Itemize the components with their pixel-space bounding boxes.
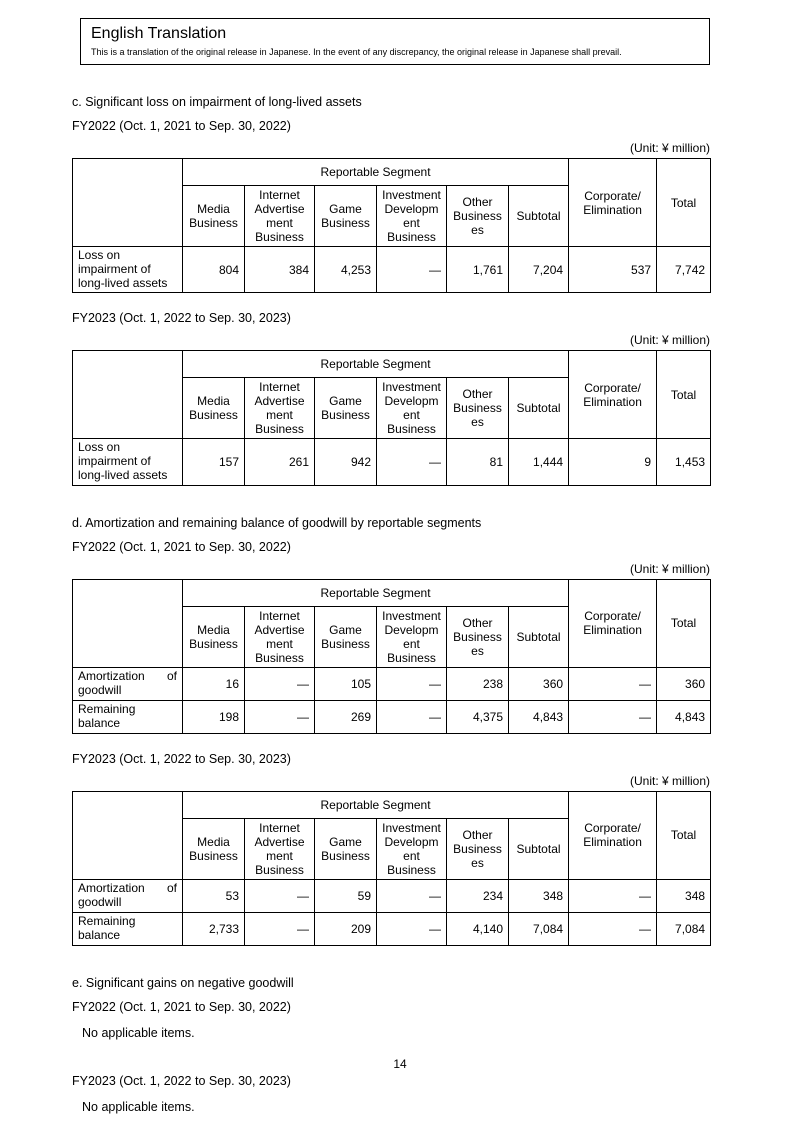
section-c-heading: c. Significant loss on impairment of long-lived assets xyxy=(72,95,362,109)
data-cell: 7,204 xyxy=(509,247,569,293)
section-d-heading: d. Amortization and remaining balance of goodwill by reportable segments xyxy=(72,515,482,530)
table-row xyxy=(73,667,711,700)
data-cell: 157 xyxy=(183,439,245,485)
segment-column-header: Other Businesses xyxy=(447,378,509,439)
data-cell: — xyxy=(377,667,447,700)
data-cell: — xyxy=(377,879,447,912)
no-applicable-items-fy2023: No applicable items. xyxy=(82,1099,195,1114)
segment-column-header: Investment Development Business xyxy=(377,186,447,247)
data-cell: 348 xyxy=(657,879,711,912)
table-header xyxy=(73,159,711,247)
total-header: Total xyxy=(657,579,711,667)
data-cell: 81 xyxy=(447,439,509,485)
data-cell: 7,084 xyxy=(509,912,569,945)
row-label: Amortization of goodwill xyxy=(73,879,183,912)
data-cell: 16 xyxy=(183,667,245,700)
data-cell: — xyxy=(245,912,315,945)
data-cell: 360 xyxy=(509,667,569,700)
page-number: 14 xyxy=(393,1057,407,1071)
data-cell: — xyxy=(569,667,657,700)
data-cell: 1,761 xyxy=(447,247,509,293)
corner-blank-cell xyxy=(73,159,183,247)
row-label: Remaining balance xyxy=(73,912,183,945)
table-row xyxy=(73,439,711,485)
data-cell: 4,375 xyxy=(447,700,509,733)
data-cell: — xyxy=(377,700,447,733)
fiscal-year-label-e-fy2023: FY2023 (Oct. 1, 2022 to Sep. 30, 2023) xyxy=(72,1073,291,1088)
segment-column-header: Internet Advertisement Business xyxy=(245,186,315,247)
data-cell: 1,444 xyxy=(509,439,569,485)
data-cell: 209 xyxy=(315,912,377,945)
segment-table xyxy=(72,791,711,946)
segment-column-header: Subtotal xyxy=(509,186,569,247)
data-cell: 9 xyxy=(569,439,657,485)
row-label: Loss on impairment of long-lived assets xyxy=(73,247,183,293)
table-row xyxy=(73,912,711,945)
fiscal-year-label-e-fy2022: FY2022 (Oct. 1, 2021 to Sep. 30, 2022) xyxy=(72,999,291,1014)
table-block-c-fy2022 xyxy=(72,119,710,293)
row-label: Loss on impairment of long-lived assets xyxy=(73,439,183,485)
segment-column-header: Game Business xyxy=(315,606,377,667)
fiscal-year-label: FY2022 (Oct. 1, 2021 to Sep. 30, 2022) xyxy=(72,119,291,133)
data-cell: 384 xyxy=(245,247,315,293)
data-cell: 7,084 xyxy=(657,912,711,945)
segment-column-header: Internet Advertisement Business xyxy=(245,378,315,439)
data-cell: — xyxy=(245,667,315,700)
table-block-c-fy2023 xyxy=(72,311,710,485)
table-body xyxy=(73,439,711,485)
header-group-row xyxy=(73,351,711,378)
segment-column-header: Other Businesses xyxy=(447,186,509,247)
segment-column-header: Subtotal xyxy=(509,378,569,439)
total-header: Total xyxy=(657,159,711,247)
data-cell: — xyxy=(377,247,447,293)
table-row xyxy=(73,879,711,912)
data-cell: 4,253 xyxy=(315,247,377,293)
data-cell: — xyxy=(569,912,657,945)
row-label: Amortization of goodwill xyxy=(73,667,183,700)
header-group-row xyxy=(73,579,711,606)
data-cell: — xyxy=(569,700,657,733)
table-block-d-fy2023 xyxy=(72,752,710,946)
segment-column-header: Internet Advertisement Business xyxy=(245,818,315,879)
data-cell: 360 xyxy=(657,667,711,700)
table-header xyxy=(73,351,711,439)
segment-table xyxy=(72,579,711,734)
data-cell: — xyxy=(245,700,315,733)
data-cell: 804 xyxy=(183,247,245,293)
table-body xyxy=(73,667,711,733)
data-cell: 1,453 xyxy=(657,439,711,485)
corporate-elimination-header: Corporate/ Elimination xyxy=(569,159,657,247)
data-cell: 198 xyxy=(183,700,245,733)
segment-column-header: Internet Advertisement Business xyxy=(245,606,315,667)
data-cell: 105 xyxy=(315,667,377,700)
segment-table xyxy=(72,350,711,485)
segment-column-header: Media Business xyxy=(183,818,245,879)
translation-title: English Translation xyxy=(91,25,227,42)
data-cell: 537 xyxy=(569,247,657,293)
data-cell: — xyxy=(245,879,315,912)
table-body xyxy=(73,879,711,945)
corporate-elimination-header: Corporate/ Elimination xyxy=(569,791,657,879)
reportable-segment-header: Reportable Segment xyxy=(183,351,569,378)
data-cell: 234 xyxy=(447,879,509,912)
table-body xyxy=(73,247,711,293)
segment-column-header: Game Business xyxy=(315,186,377,247)
translation-header-box xyxy=(80,18,710,65)
translation-note: This is a translation of the original release in Japanese. In the event of any discrepancy, the original release in Japanese shall prevail. xyxy=(91,47,622,57)
unit-label: (Unit: ¥ million) xyxy=(629,773,710,788)
data-cell: 261 xyxy=(245,439,315,485)
fiscal-year-label: FY2022 (Oct. 1, 2021 to Sep. 30, 2022) xyxy=(72,539,291,554)
reportable-segment-header: Reportable Segment xyxy=(183,579,569,606)
data-cell: — xyxy=(377,912,447,945)
data-cell: 238 xyxy=(447,667,509,700)
unit-label: (Unit: ¥ million) xyxy=(629,561,710,576)
corner-blank-cell xyxy=(73,791,183,879)
header-group-row xyxy=(73,159,711,186)
total-header: Total xyxy=(657,351,711,439)
section-e-heading: e. Significant gains on negative goodwill xyxy=(72,975,294,990)
fiscal-year-label: FY2023 (Oct. 1, 2022 to Sep. 30, 2023) xyxy=(72,311,291,326)
data-cell: 269 xyxy=(315,700,377,733)
table-header xyxy=(73,579,711,667)
segment-column-header: Other Businesses xyxy=(447,818,509,879)
segment-column-header: Subtotal xyxy=(509,606,569,667)
segment-column-header: Investment Development Business xyxy=(377,378,447,439)
segment-column-header: Game Business xyxy=(315,818,377,879)
corporate-elimination-header: Corporate/ Elimination xyxy=(569,351,657,439)
data-cell: — xyxy=(569,879,657,912)
reportable-segment-header: Reportable Segment xyxy=(183,159,569,186)
total-header: Total xyxy=(657,791,711,879)
data-cell: 59 xyxy=(315,879,377,912)
table-row xyxy=(73,247,711,293)
data-cell: 2,733 xyxy=(183,912,245,945)
data-cell: 4,843 xyxy=(509,700,569,733)
data-cell: 4,843 xyxy=(657,700,711,733)
table-header xyxy=(73,791,711,879)
corporate-elimination-header: Corporate/ Elimination xyxy=(569,579,657,667)
header-group-row xyxy=(73,791,711,818)
segment-column-header: Media Business xyxy=(183,378,245,439)
no-applicable-items-fy2022: No applicable items. xyxy=(82,1025,195,1040)
reportable-segment-header: Reportable Segment xyxy=(183,791,569,818)
segment-column-header: Media Business xyxy=(183,186,245,247)
data-cell: 348 xyxy=(509,879,569,912)
unit-label: (Unit: ¥ million) xyxy=(629,141,710,155)
segment-table xyxy=(72,158,711,293)
data-cell: 942 xyxy=(315,439,377,485)
data-cell: — xyxy=(377,439,447,485)
corner-blank-cell xyxy=(73,351,183,439)
fiscal-year-label: FY2023 (Oct. 1, 2022 to Sep. 30, 2023) xyxy=(72,751,291,766)
data-cell: 53 xyxy=(183,879,245,912)
data-cell: 7,742 xyxy=(657,247,711,293)
segment-column-header: Investment Development Business xyxy=(377,818,447,879)
segment-column-header: Media Business xyxy=(183,606,245,667)
unit-label: (Unit: ¥ million) xyxy=(629,333,710,348)
segment-column-header: Investment Development Business xyxy=(377,606,447,667)
segment-column-header: Subtotal xyxy=(509,818,569,879)
data-cell: 4,140 xyxy=(447,912,509,945)
corner-blank-cell xyxy=(73,579,183,667)
segment-column-header: Game Business xyxy=(315,378,377,439)
table-block-d-fy2022 xyxy=(72,540,710,734)
table-row xyxy=(73,700,711,733)
row-label: Remaining balance xyxy=(73,700,183,733)
segment-column-header: Other Businesses xyxy=(447,606,509,667)
